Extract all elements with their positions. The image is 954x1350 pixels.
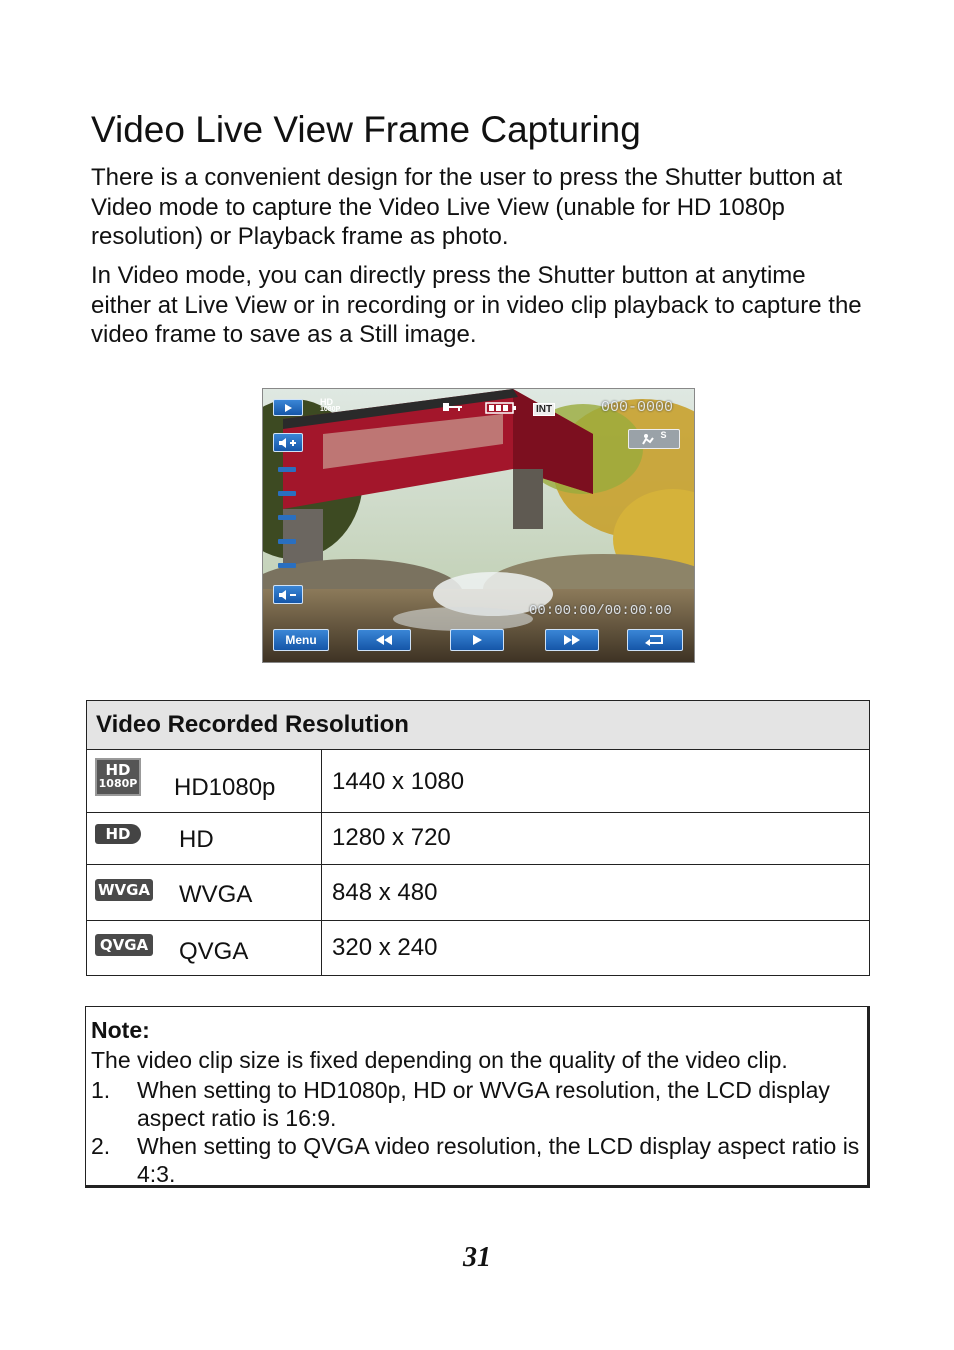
memory-indicator: INT (533, 403, 555, 416)
hd1080p-badge: HD 1080P (320, 397, 341, 413)
table-header: Video Recorded Resolution (87, 701, 870, 750)
resolution-name-cell (87, 865, 322, 921)
resolution-value: 1440 x 1080 (322, 750, 870, 813)
volume-up-button[interactable] (273, 433, 303, 452)
wvga-icon: WVGA (95, 879, 153, 901)
menu-button[interactable] (273, 629, 329, 651)
fast-forward-button[interactable] (545, 629, 599, 651)
volume-down-button[interactable] (273, 585, 303, 604)
scene-mode-button[interactable]: S (628, 429, 680, 449)
volume-level-bar (278, 491, 296, 496)
resolution-name-cell (87, 921, 322, 976)
camera-screen-image (262, 388, 695, 663)
usage-paragraph: In Video mode, you can directly press the Shutter button at anytime either at Live View or in recording or in video clip playback to capture the video frame to save as a Still image. (91, 262, 862, 348)
menu-label: Menu (285, 633, 317, 647)
timecode-display: 00:00:00/00:00:00 (529, 603, 672, 619)
intro-paragraph: There is a convenient design for the user to press the Shutter button at Video mode to capture the Video Live View (unable for HD 1080p resolution) or Playback frame as photo. (91, 164, 843, 250)
list-text: When setting to HD1080p, HD or WVGA resolution, the LCD display aspect ratio is 16:9. (137, 1077, 830, 1131)
table-row (87, 921, 870, 976)
resolution-label: HD1080p (174, 774, 276, 801)
rewind-button[interactable] (357, 629, 411, 651)
resolution-name-cell (87, 750, 322, 813)
volume-level-bar (278, 467, 296, 472)
note-text: The video clip size is fixed depending on the quality of the video clip. (91, 1047, 788, 1073)
list-number: 1. (91, 1077, 111, 1103)
resolution-label: WVGA (179, 881, 253, 908)
resolution-label: HD (179, 826, 214, 853)
note-box (85, 1006, 870, 1188)
hd1080p-icon: HD 1080P (95, 758, 141, 796)
table-row (87, 813, 870, 865)
resolution-name-cell (87, 813, 322, 865)
volume-up-icon (278, 437, 298, 449)
shot-counter: 000-0000 (601, 399, 674, 416)
volume-level-bar (278, 539, 296, 544)
page-title: Video Live View Frame Capturing (91, 109, 641, 150)
protect-key-icon (443, 402, 463, 412)
playback-button[interactable] (450, 629, 504, 651)
resolution-value: 320 x 240 (322, 921, 870, 976)
return-icon (644, 634, 666, 646)
scene-mode-icon (641, 433, 657, 445)
volume-level-bar (278, 563, 296, 568)
list-text: When setting to QVGA video resolution, the LCD display aspect ratio is 4:3. (137, 1133, 860, 1187)
page-number: 31 (463, 1242, 491, 1273)
fast-forward-icon (562, 634, 582, 646)
rewind-icon (374, 634, 394, 646)
battery-icon (485, 402, 517, 414)
resolution-value: 848 x 480 (322, 865, 870, 921)
hd-icon: HD (95, 824, 141, 844)
table-row (87, 865, 870, 921)
resolution-value: 1280 x 720 (322, 813, 870, 865)
note-title: Note: (91, 1017, 150, 1043)
return-button[interactable] (627, 629, 683, 651)
play-icon (471, 634, 483, 646)
play-mode-button[interactable] (273, 399, 303, 416)
qvga-icon: QVGA (95, 934, 153, 956)
list-number: 2. (91, 1133, 111, 1159)
play-icon (283, 403, 293, 413)
table-row (87, 750, 870, 813)
resolution-table (86, 700, 870, 976)
volume-level-bar (278, 515, 296, 520)
volume-down-icon (278, 589, 298, 601)
resolution-label: QVGA (179, 938, 249, 965)
